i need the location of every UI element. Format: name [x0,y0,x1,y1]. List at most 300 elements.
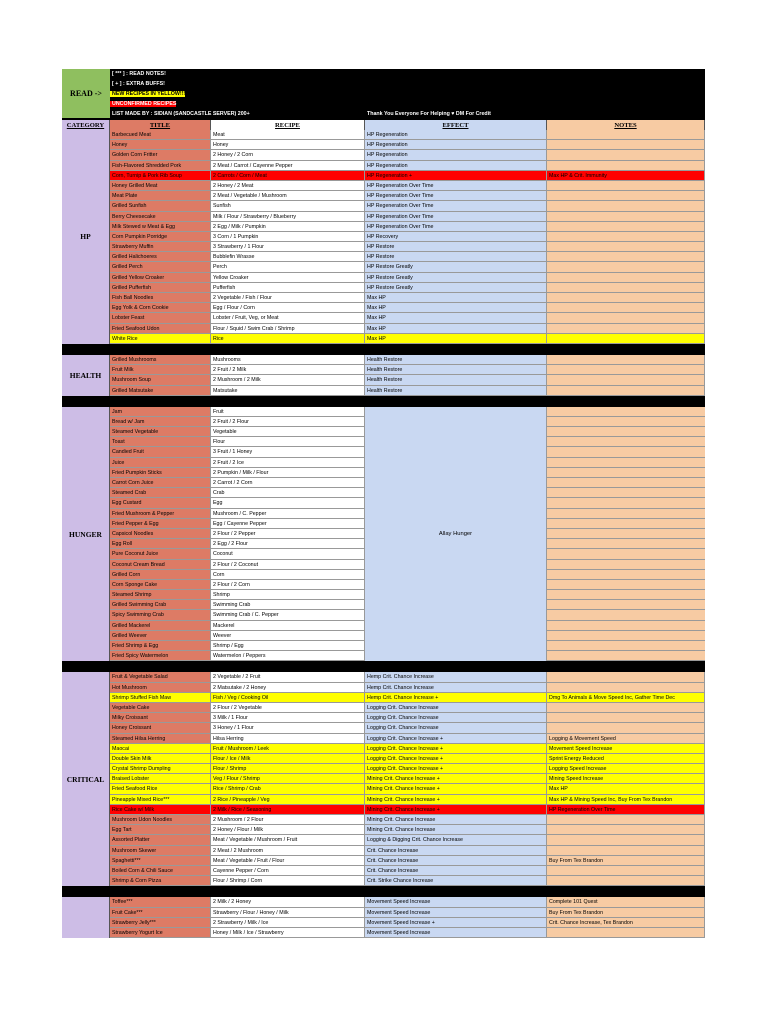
legend-unconfirmed: UNCONFIRMED RECIPES [112,101,177,107]
category-label: HP [62,130,110,344]
table-row [110,805,705,815]
recipe-effect: Logging Crit. Chance Increase [365,703,547,713]
recipe-ingredients: 2 Flour / 2 Coconut [211,560,365,570]
table-row [110,784,705,794]
recipe-effect: HP Regeneration [365,130,547,140]
recipe-notes: Movement Speed Increase [547,744,705,754]
recipe-ingredients: Strawberry / Flour / Honey / Milk [211,908,365,918]
recipe-title: Egg Roll [110,539,211,549]
recipe-notes: Logging Speed Increase [547,764,705,774]
recipe-notes [547,723,705,733]
recipe-title: Grilled Perch [110,262,211,272]
recipe-title: Strawberry Yogurt Ice [110,928,211,938]
table-row [110,509,365,519]
recipe-notes [547,365,705,375]
table-row [110,407,365,417]
notes-cell [547,580,705,590]
recipe-ingredients: Pufferfish [211,283,365,293]
recipe-ingredients: 2 Fruit / 2 Milk [211,365,365,375]
table-row [110,519,365,529]
recipe-title: Fried Shrimp & Egg [110,641,211,651]
section-movement [62,897,705,938]
recipe-ingredients: Crab [211,488,365,498]
recipe-ingredients: Cayenne Pepper / Corn [211,866,365,876]
recipe-ingredients: 2 Rice / Pineapple / Veg [211,795,365,805]
recipe-notes [547,130,705,140]
recipe-ingredients: Weever [211,631,365,641]
recipe-title: Hot Mushroom [110,683,211,693]
recipe-ingredients: Egg / Cayenne Pepper [211,519,365,529]
table-row [110,908,705,918]
recipe-effect: Logging & Digging Crit. Chance Increase [365,835,547,845]
table-row [110,764,705,774]
recipe-notes [547,846,705,856]
recipe-notes [547,386,705,396]
col-category: CATEGORY [62,120,110,130]
recipe-ingredients: Flour / Shrimp / Corn [211,876,365,886]
recipe-ingredients: Fruit / Mushroom / Leek [211,744,365,754]
table-row [110,631,365,641]
table-row [110,549,365,559]
table-row [110,447,365,457]
recipe-effect: HP Restore Greatly [365,262,547,272]
recipe-title: Candied Fruit [110,447,211,457]
category-label: HEALTH [62,355,110,396]
recipe-effect: Logging Crit. Chance Increase + [365,734,547,744]
notes-cell [547,447,705,457]
table-row [110,876,705,886]
table-row [110,417,365,427]
col-notes: NOTES [547,120,705,130]
table-row [110,488,365,498]
recipe-ingredients: 3 Honey / 1 Flour [211,723,365,733]
table-row [110,252,705,262]
recipe-title: Lobster Feast [110,313,211,323]
section-separator [62,344,705,355]
recipe-notes [547,876,705,886]
notes-cell [547,621,705,631]
recipe-effect: HP Recovery [365,232,547,242]
recipe-title: Grilled Swimming Crab [110,600,211,610]
recipe-ingredients: Flour [211,437,365,447]
recipe-title: Grilled Yellow Croaker [110,273,211,283]
recipe-title: Jam [110,407,211,417]
col-title: TITLE [110,120,211,130]
recipe-title: Honey Grilled Meat [110,181,211,191]
recipe-ingredients: 2 Fruit / 2 Ice [211,458,365,468]
recipe-notes: Crit. Chance Increase, Tex Brandon [547,918,705,928]
recipe-title: Strawberry Jelly*** [110,918,211,928]
table-row [110,201,705,211]
notes-cell [547,488,705,498]
recipe-title: Mushroom Skewer [110,846,211,856]
recipe-ingredients: 2 Fruit / 2 Flour [211,417,365,427]
recipe-title: Steamed Shrimp [110,590,211,600]
recipe-effect: Logging Crit. Chance Increase + [365,754,547,764]
recipe-effect: Mining Crit. Chance Increase + [365,805,547,815]
recipe-title: Maocai [110,744,211,754]
recipe-notes: Max HP [547,784,705,794]
recipe-title: Mushroom Udon Noodles [110,815,211,825]
recipe-ingredients: Lobster / Fruit, Veg, or Meat [211,313,365,323]
table-row [110,846,705,856]
recipe-ingredients: Honey / Milk / Ice / Strawberry [211,928,365,938]
recipe-title: Honey Croissant [110,723,211,733]
recipe-title: Golden Corn Fritter [110,150,211,160]
recipe-effect: HP Regeneration [365,150,547,160]
recipe-notes: Logging & Movement Speed [547,734,705,744]
recipe-title: Pineapple Mixed Rice*** [110,795,211,805]
recipe-notes [547,334,705,344]
recipe-title: Juice [110,458,211,468]
table-row [110,140,705,150]
notes-cell [547,478,705,488]
recipe-notes [547,672,705,682]
recipe-title: Fried Pumpkin Sticks [110,468,211,478]
recipe-notes [547,191,705,201]
notes-cell [547,600,705,610]
recipe-title: Mushroom Soup [110,375,211,385]
table-row [110,458,365,468]
recipe-title: Milky Croissant [110,713,211,723]
notes-cell [547,570,705,580]
notes-cell [547,631,705,641]
recipe-effect: HP Restore [365,252,547,262]
table-row [110,313,705,323]
recipe-effect: HP Regeneration Over Time [365,181,547,191]
recipe-title: Fried Seafood Udon [110,324,211,334]
recipe-ingredients: 2 Egg / 2 Flour [211,539,365,549]
table-row [110,150,705,160]
recipe-notes [547,825,705,835]
table-row [110,683,705,693]
category-label [62,897,110,938]
recipe-title: Milk Stewed w Meat & Egg [110,222,211,232]
recipe-notes [547,683,705,693]
recipe-ingredients: 2 Pumpkin / Milk / Flour [211,468,365,478]
table-row [110,856,705,866]
list-made-by: LIST MADE BY : SIDIAN (SANDCASTLE SERVER) 200+ [112,111,250,117]
recipe-notes [547,222,705,232]
recipe-ingredients: Shrimp [211,590,365,600]
recipe-effect: Mining Crit. Chance Increase + [365,784,547,794]
notes-cell [547,407,705,417]
recipe-ingredients: Corn [211,570,365,580]
section-critical [62,672,705,886]
table-row [110,754,705,764]
recipe-title: Toast [110,437,211,447]
recipe-effect: HP Regeneration + [365,171,547,181]
recipe-ingredients: Coconut [211,549,365,559]
recipe-effect: HP Regeneration Over Time [365,201,547,211]
recipe-ingredients: Swimming Crab [211,600,365,610]
table-row [110,468,365,478]
recipe-ingredients: Meat / Vegetable / Mushroom / Fruit [211,835,365,845]
recipe-ingredients: Perch [211,262,365,272]
table-row [110,734,705,744]
table-row [110,897,705,907]
recipe-notes [547,835,705,845]
table-row [110,621,365,631]
recipe-title: Grilled Halichoeres [110,252,211,262]
recipe-title: Assorted Platter [110,835,211,845]
recipe-title: Spicy Swimming Crab [110,610,211,620]
recipe-ingredients: 2 Strawberry / Milk / Ice [211,918,365,928]
recipe-notes [547,355,705,365]
table-row [110,529,365,539]
recipe-effect: HP Regeneration Over Time [365,191,547,201]
recipe-title: Toffee*** [110,897,211,907]
recipe-effect: Health Restore [365,365,547,375]
recipe-ingredients: Mackerel [211,621,365,631]
recipe-title: Fish-Flavored Shredded Pork [110,161,211,171]
table-row [110,918,705,928]
recipe-title: Corn, Turnip & Pork Rib Soup [110,171,211,181]
legend-extra-buffs: [ + ] : EXTRA BUFFS! [112,81,165,87]
recipe-title: Grilled Sunfish [110,201,211,211]
recipe-title: Fruit Cake*** [110,908,211,918]
recipe-ingredients: Bubblefin Wrasse [211,252,365,262]
recipe-effect: Crit. Chance Increase [365,846,547,856]
recipe-title: Capsicol Noodles [110,529,211,539]
recipe-effect: Max HP [365,334,547,344]
table-row [110,570,365,580]
recipe-effect: HP Regeneration [365,161,547,171]
recipe-title: Strawberry Muffin [110,242,211,252]
recipe-title: Corn Pumpkin Porridge [110,232,211,242]
table-row [110,478,365,488]
recipe-title: Shrimp Stuffed Fish Maw [110,693,211,703]
notes-cell [547,458,705,468]
col-effect: EFFECT [365,120,547,130]
recipe-ingredients: Sunfish [211,201,365,211]
notes-cell [547,549,705,559]
table-row [110,283,705,293]
recipe-title: Boiled Corn & Chili Sauce [110,866,211,876]
legend-new-recipes: NEW RECIPES IN YELLOW!!! [112,91,186,97]
recipe-title: Shrimp & Corn Pizza [110,876,211,886]
recipe-ingredients: Fruit [211,407,365,417]
recipe-ingredients: Meat / Vegetable / Fruit / Flour [211,856,365,866]
table-row [110,386,705,396]
recipe-title: Meat Plate [110,191,211,201]
column-headers [62,119,705,130]
recipe-effect: Max HP [365,293,547,303]
recipe-ingredients: 2 Meat / Vegetable / Mushroom [211,191,365,201]
recipe-effect: Health Restore [365,375,547,385]
recipe-effect: Logging Crit. Chance Increase + [365,744,547,754]
recipe-title: Honey [110,140,211,150]
notes-cell [547,427,705,437]
recipe-title: Grilled Corn [110,570,211,580]
recipe-notes [547,866,705,876]
recipe-ingredients: Veg / Flour / Shrimp [211,774,365,784]
recipe-notes: Sprint Energy Reduced [547,754,705,764]
recipe-title: Pure Coconut Juice [110,549,211,559]
table-row [110,713,705,723]
recipe-title: Grilled Mackerel [110,621,211,631]
recipe-ingredients: Hilsa Herring [211,734,365,744]
recipe-title: Egg Custard [110,498,211,508]
table-row [110,130,705,140]
recipe-effect: HP Restore [365,242,547,252]
recipe-title: Bread w/ Jam [110,417,211,427]
recipe-ingredients: 2 Honey / 2 Meat [211,181,365,191]
recipe-ingredients: 2 Flour / 2 Vegetable [211,703,365,713]
recipe-effect: HP Restore Greatly [365,283,547,293]
recipe-title: Steamed Vegetable [110,427,211,437]
recipe-title: Fruit & Vegetable Salad [110,672,211,682]
section-hp [62,130,705,344]
recipe-title: Rice Cake w/ Milk [110,805,211,815]
recipe-ingredients: 2 Honey / 2 Corn [211,150,365,160]
recipe-effect: Mining Crit. Chance Increase [365,825,547,835]
recipe-ingredients: 2 Matsutake / 2 Honey [211,683,365,693]
section-health [62,355,705,396]
recipe-ingredients: Swimming Crab / C. Pepper [211,610,365,620]
recipe-ingredients: Watermelon / Peppers [211,651,365,661]
recipe-effect: Hemp Crit. Chance Increase + [365,693,547,703]
recipe-ingredients: 3 Milk / 1 Flour [211,713,365,723]
recipe-notes [547,313,705,323]
recipe-ingredients: Flour / Ice / Milk [211,754,365,764]
table-row [110,723,705,733]
table-row [110,427,365,437]
table-row [110,161,705,171]
legend-read-notes: [ *** ] : READ NOTES! [112,71,166,77]
recipe-title: White Rice [110,334,211,344]
recipe-ingredients: 2 Carrot / 2 Corn [211,478,365,488]
recipe-title: Grilled Mushrooms [110,355,211,365]
recipe-ingredients: Honey [211,140,365,150]
notes-cell [547,560,705,570]
recipe-effect: Movement Speed Increase [365,897,547,907]
recipe-ingredients: 2 Flour / 2 Corn [211,580,365,590]
recipe-notes [547,293,705,303]
recipe-title: Fruit Milk [110,365,211,375]
recipe-effect: Mining Crit. Chance Increase + [365,795,547,805]
table-row [110,928,705,938]
recipe-ingredients: Fish / Veg / Cooking Oil [211,693,365,703]
recipe-spreadsheet [62,69,705,938]
recipe-effect: HP Regeneration [365,140,547,150]
recipe-effect: Movement Speed Increase [365,908,547,918]
recipe-title: Braised Lobster [110,774,211,784]
recipe-ingredients: 2 Mushroom / 2 Flour [211,815,365,825]
recipe-notes: Buy From Tex Brandon [547,856,705,866]
recipe-notes: HP Regeneration Over Time [547,805,705,815]
recipe-ingredients: Yellow Croaker [211,273,365,283]
recipe-ingredients: Rice / Shrimp / Crab [211,784,365,794]
notes-cell [547,590,705,600]
table-row [110,795,705,805]
recipe-title: Crystal Shrimp Dumpling [110,764,211,774]
recipe-ingredients: 2 Milk / 2 Honey [211,897,365,907]
recipe-title: Carrot Corn Juice [110,478,211,488]
recipe-notes [547,150,705,160]
table-row [110,693,705,703]
recipe-title: Corn Sponge Cake [110,580,211,590]
recipe-title: Fried Mushroom & Pepper [110,509,211,519]
recipe-notes [547,713,705,723]
recipe-notes [547,324,705,334]
table-row [110,365,705,375]
recipe-notes [547,212,705,222]
table-row [110,334,705,344]
recipe-notes: Max HP & Crit. Immunity [547,171,705,181]
recipe-ingredients: Mushrooms [211,355,365,365]
recipe-title: Barbecued Meat [110,130,211,140]
section-separator [62,886,705,897]
read-label: READ -> [62,69,110,118]
sheet-header [62,69,705,119]
recipe-ingredients: 3 Corn / 1 Pumpkin [211,232,365,242]
recipe-effect: Mining Crit. Chance Increase + [365,774,547,784]
notes-cell [547,468,705,478]
notes-cell [547,539,705,549]
recipe-ingredients: Rice [211,334,365,344]
recipe-notes [547,303,705,313]
recipe-effect: Crit. Chance Increase [365,856,547,866]
category-label: HUNGER [62,407,110,662]
table-row [110,212,705,222]
table-row [110,774,705,784]
table-row [110,171,705,181]
table-row [110,651,365,661]
recipe-title: Egg Tart [110,825,211,835]
table-row [110,703,705,713]
recipe-effect: Crit. Strike Chance Increase [365,876,547,886]
table-row [110,262,705,272]
recipe-title: Fried Pepper & Egg [110,519,211,529]
recipe-effect: HP Regeneration Over Time [365,222,547,232]
notes-cell [547,498,705,508]
recipe-title: Berry Cheesecake [110,212,211,222]
recipe-notes [547,283,705,293]
recipe-title: Fried Seafood Rice [110,784,211,794]
recipe-notes: Max HP & Mining Speed Inc, Buy From Tex Brandon [547,795,705,805]
recipe-title: Steamed Hilsa Herring [110,734,211,744]
notes-cell [547,437,705,447]
recipe-ingredients: 2 Egg / Milk / Pumpkin [211,222,365,232]
recipe-notes: Complete 101 Quest [547,897,705,907]
recipe-notes [547,181,705,191]
recipe-title: Spaghetti*** [110,856,211,866]
table-row [110,293,705,303]
table-row [110,815,705,825]
recipe-ingredients: Egg / Flour / Corn [211,303,365,313]
recipe-effect: Health Restore [365,386,547,396]
table-row [110,590,365,600]
table-row [110,232,705,242]
table-row [110,825,705,835]
recipe-ingredients: Flour / Shrimp [211,764,365,774]
recipe-effect: HP Restore Greatly [365,273,547,283]
table-row [110,242,705,252]
recipe-effect: Health Restore [365,355,547,365]
recipe-ingredients: Vegetable [211,427,365,437]
notes-cell [547,610,705,620]
table-row [110,744,705,754]
recipe-notes: Buy From Tex Brandon [547,908,705,918]
table-row [110,610,365,620]
recipe-effect: Crit. Chance Increase [365,866,547,876]
recipe-ingredients: 3 Strawberry / 1 Flour [211,242,365,252]
table-row [110,181,705,191]
notes-cell [547,417,705,427]
table-row [110,324,705,334]
recipe-effect: Logging Crit. Chance Increase [365,713,547,723]
